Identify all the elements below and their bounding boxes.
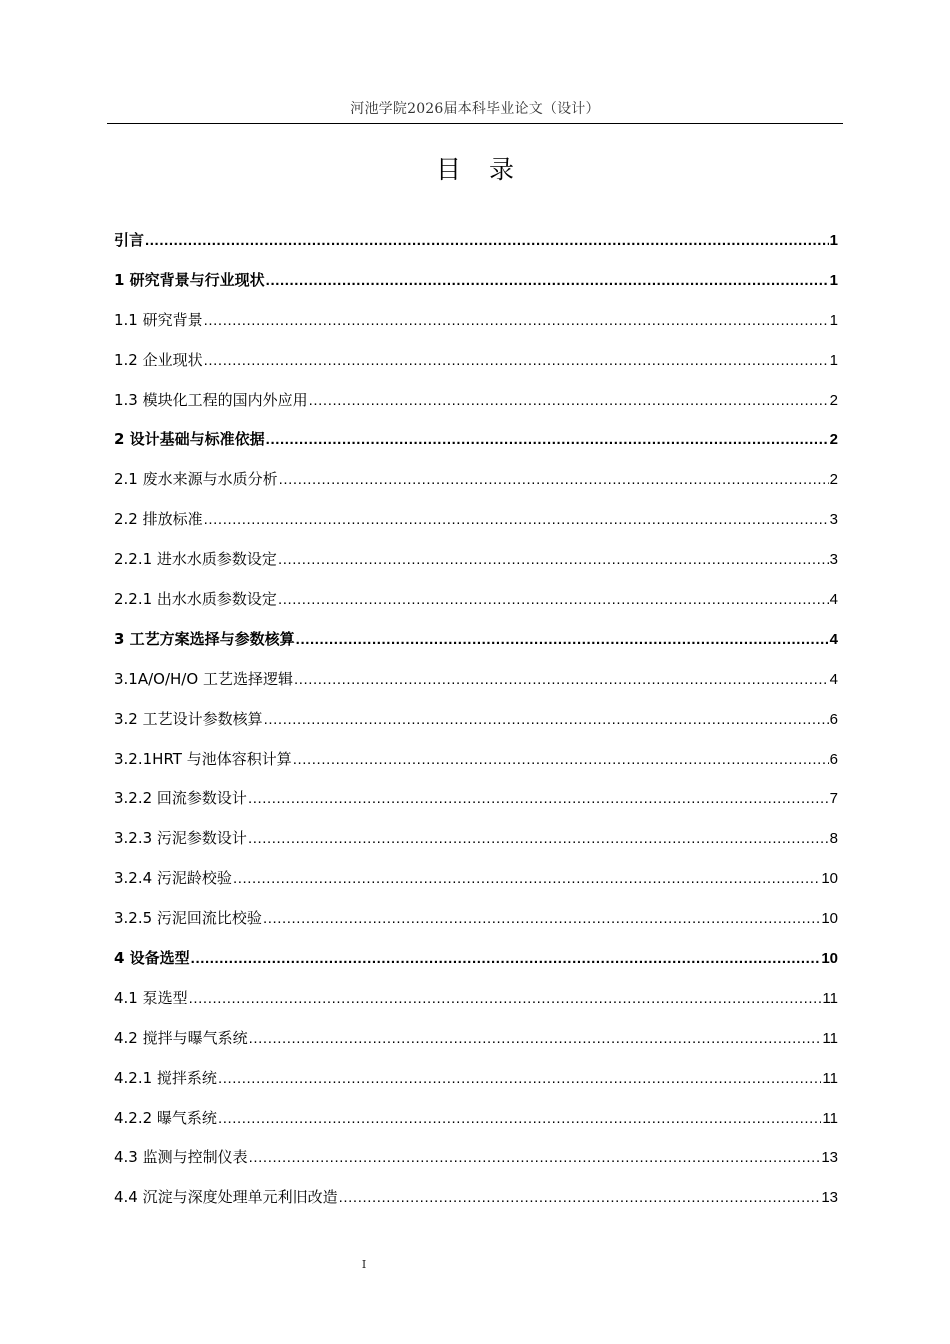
toc-leader-dots [204,308,829,334]
toc-entry-label: 4.4 沉淀与深度处理单元利旧改造 [114,1188,338,1207]
toc-leader-dots [294,667,829,693]
toc-entry-label: 3 工艺方案选择与参数核算 [114,629,295,648]
toc-entry[interactable] [114,586,838,626]
toc-entry-page: 11 [822,1109,838,1127]
toc-entry-label: 1.2 企业现状 [114,350,203,369]
toc-leader-dots [278,587,829,613]
toc-entry-label: 3.2.3 污泥参数设计 [114,829,247,848]
toc-entry[interactable] [114,626,838,666]
toc-entry-page: 13 [821,1189,838,1207]
toc-entry[interactable] [114,387,838,427]
toc-entry-label: 2.1 废水来源与水质分析 [114,470,278,489]
toc-entry-label: 3.1A/O/H/O 工艺选择逻辑 [114,669,293,688]
toc-leader-dots [145,228,829,254]
toc-entry-page: 1 [829,271,838,289]
toc-entry-page: 11 [822,989,838,1007]
toc-entry[interactable] [114,1105,838,1145]
toc-entry[interactable] [114,1184,838,1224]
toc-leader-dots [339,1185,821,1211]
toc-leader-dots [204,507,829,533]
toc-entry-label: 4.2.1 搅拌系统 [114,1068,217,1087]
toc-entry-page: 11 [822,1029,838,1047]
toc-entry-page: 11 [822,1069,838,1087]
toc-entry-label: 4 设备选型 [114,949,190,968]
table-of-contents [114,227,838,1224]
toc-leader-dots [296,627,829,653]
toc-entry-page: 3 [829,511,838,529]
toc-entry-label: 2.2.1 出水水质参数设定 [114,590,277,609]
toc-entry-label: 4.1 泵选型 [114,988,188,1007]
toc-leader-dots [189,986,822,1012]
toc-entry[interactable] [114,426,838,466]
toc-entry[interactable] [114,267,838,307]
toc-entry-label: 引言 [114,231,145,249]
toc-entry-label: 4.2.2 曝气系统 [114,1108,217,1127]
toc-entry-label: 3.2.4 污泥龄校验 [114,869,232,888]
page-number: I [361,1258,367,1271]
toc-entry-page: 2 [829,391,838,409]
toc-leader-dots [204,348,829,374]
toc-entry-page: 6 [829,750,838,768]
toc-leader-dots [218,1066,821,1092]
toc-entry[interactable] [114,546,838,586]
toc-entry-label: 2.2 排放标准 [114,510,203,529]
toc-entry-page: 2 [829,471,838,489]
toc-leader-dots [233,866,820,892]
toc-leader-dots [279,467,829,493]
toc-entry-page: 1 [829,311,838,329]
toc-entry[interactable] [114,706,838,746]
toc-leader-dots [248,786,829,812]
toc-entry-label: 3.2.1HRT 与池体容积计算 [114,749,292,768]
toc-leader-dots [264,707,829,733]
toc-entry[interactable] [114,347,838,387]
toc-entry[interactable] [114,945,838,985]
toc-entry[interactable] [114,506,838,546]
toc-entry[interactable] [114,666,838,706]
toc-entry-page: 1 [829,232,838,249]
toc-entry-page: 10 [821,910,838,928]
toc-leader-dots [309,388,829,414]
toc-entry-label: 3.2.5 污泥回流比校验 [114,909,262,928]
toc-entry[interactable] [114,746,838,786]
toc-entry-label: 1 研究背景与行业现状 [114,270,265,289]
toc-entry-page: 10 [821,950,838,968]
toc-leader-dots [249,1026,822,1052]
header-divider [107,123,843,124]
toc-entry-page: 1 [829,351,838,369]
toc-entry[interactable] [114,227,838,267]
toc-entry-label: 2 设计基础与标准依据 [114,430,265,449]
toc-entry-page: 4 [829,670,838,688]
toc-entry[interactable] [114,1065,838,1105]
toc-entry[interactable] [114,785,838,825]
toc-leader-dots [263,906,820,932]
toc-entry[interactable] [114,1144,838,1184]
toc-leader-dots [266,427,829,453]
toc-leader-dots [249,1145,821,1171]
toc-entry-page: 7 [829,790,838,808]
toc-entry[interactable] [114,865,838,905]
toc-leader-dots [248,826,829,852]
toc-leader-dots [266,268,829,294]
page-header: 河池学院2026届本科毕业论文（设计） [350,101,600,117]
toc-entry-label: 4.2 搅拌与曝气系统 [114,1028,248,1047]
toc-entry-label: 1.1 研究背景 [114,310,203,329]
toc-entry[interactable] [114,905,838,945]
toc-entry[interactable] [114,985,838,1025]
toc-entry-label: 3.2 工艺设计参数核算 [114,709,263,728]
toc-entry-page: 3 [829,551,838,569]
toc-entry-label: 4.3 监测与控制仪表 [114,1148,248,1167]
toc-entry-page: 4 [829,591,838,609]
toc-entry-page: 4 [829,630,838,648]
toc-title: 目录 [435,155,542,184]
toc-entry-page: 2 [829,431,838,449]
toc-leader-dots [191,946,821,972]
toc-entry[interactable] [114,825,838,865]
toc-entry[interactable] [114,1025,838,1065]
toc-leader-dots [218,1106,821,1132]
toc-entry[interactable] [114,466,838,506]
toc-entry-label: 2.2.1 进水水质参数设定 [114,550,277,569]
toc-entry[interactable] [114,307,838,347]
toc-entry-page: 8 [829,830,838,848]
toc-entry-page: 10 [821,870,838,888]
toc-leader-dots [278,547,829,573]
toc-leader-dots [293,747,829,773]
toc-entry-page: 6 [829,710,838,728]
toc-entry-label: 3.2.2 回流参数设计 [114,789,247,808]
toc-entry-label: 1.3 模块化工程的国内外应用 [114,390,308,409]
toc-entry-page: 13 [821,1149,838,1167]
